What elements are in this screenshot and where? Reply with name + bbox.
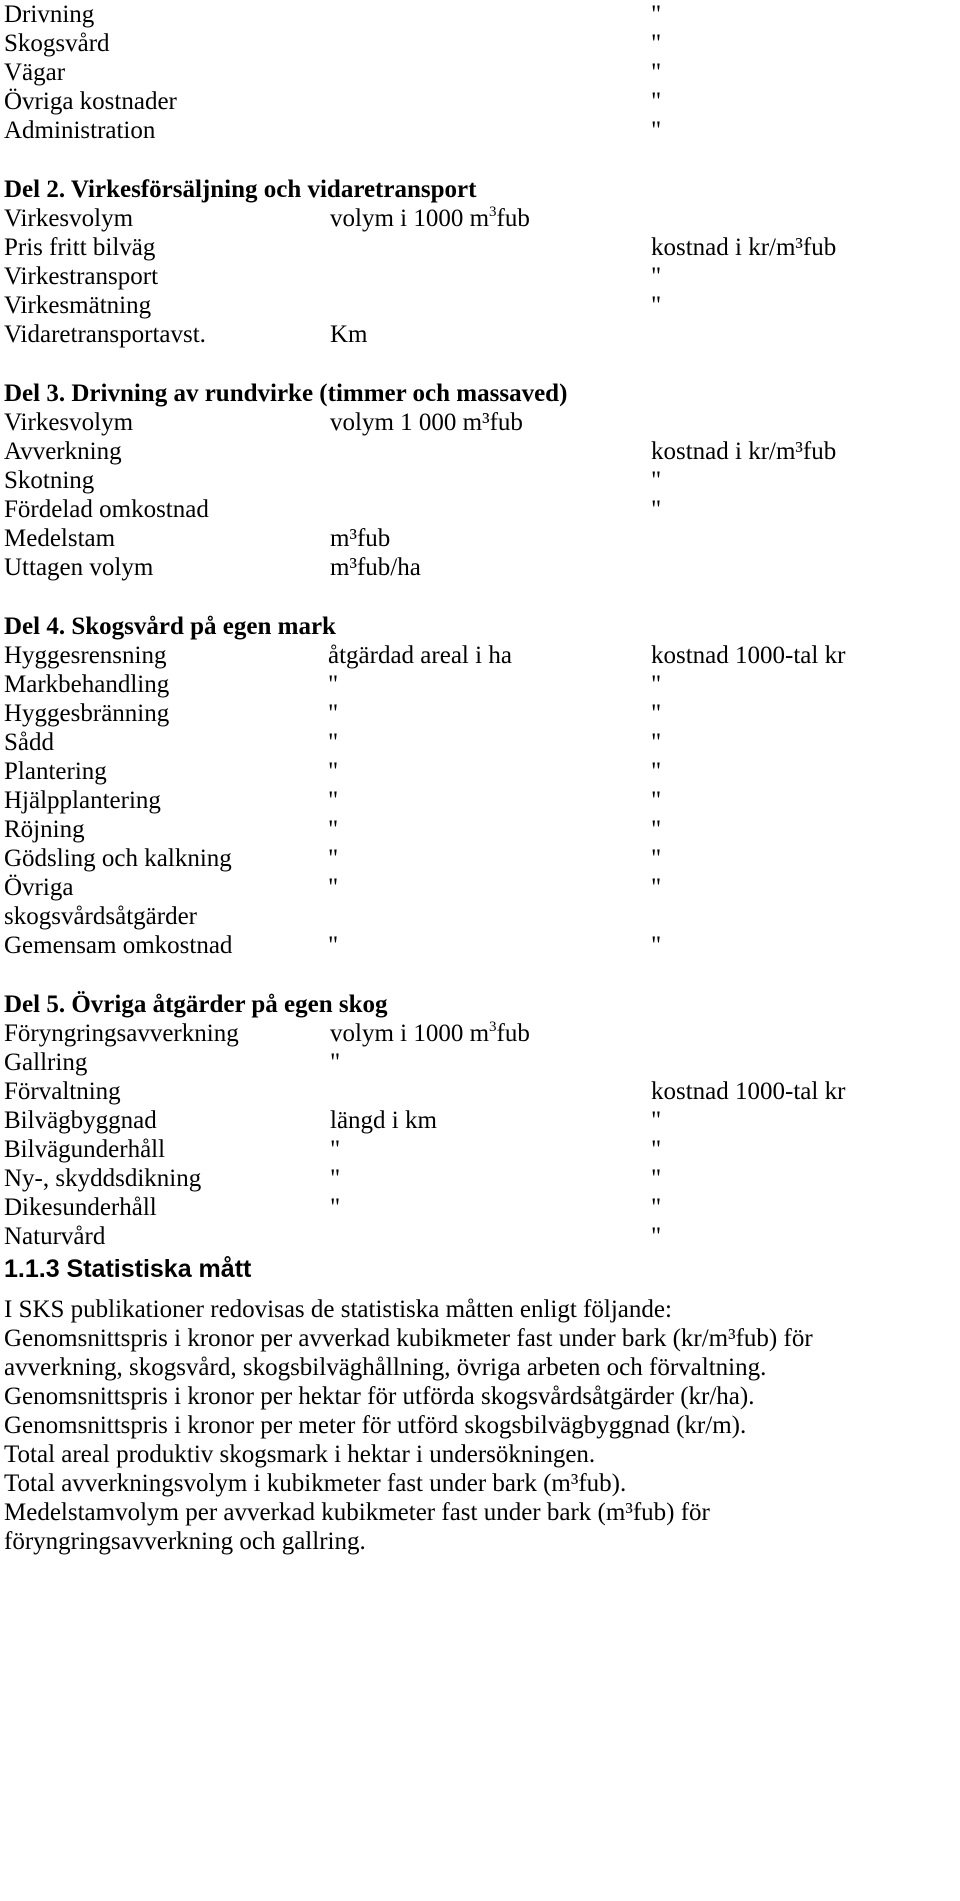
row-unit: kostnad 1000-tal kr: [651, 642, 846, 669]
section-heading: 1.1.3 Statistiska mått: [4, 1255, 252, 1283]
row-label: Hyggesbränning: [4, 700, 170, 727]
row-measure: [330, 1019, 530, 1052]
row-unit: ": [651, 758, 662, 785]
row-unit: ": [651, 700, 662, 727]
row-label: Medelstam: [4, 525, 116, 552]
row-unit: kostnad i kr/m³fub: [651, 234, 837, 261]
row-label: Markbehandling: [4, 671, 170, 698]
row-label: Skotning: [4, 467, 95, 494]
row-unit: ": [651, 496, 662, 523]
row-label: Plantering: [4, 758, 107, 785]
section-heading: Del 2. Virkesförsäljning och vidaretransport: [4, 176, 477, 203]
row-label: Ny-, skyddsdikning: [4, 1165, 202, 1192]
row-unit: kostnad i kr/m³fub: [651, 438, 837, 465]
section-heading: Del 3. Drivning av rundvirke (timmer och massaved): [4, 380, 568, 407]
paragraph-line: I SKS publikationer redovisas de statistiska måtten enligt följande:: [4, 1296, 672, 1323]
row-measure: ": [328, 845, 339, 872]
row-label: skogsvårdsåtgärder: [4, 903, 197, 930]
row-label: Föryngringsavverkning: [4, 1020, 239, 1047]
row-measure: ": [330, 1049, 341, 1076]
row-unit: ": [651, 845, 662, 872]
row-label: Virkesvolym: [4, 409, 134, 436]
row-unit: ": [651, 30, 662, 57]
row-unit: ": [651, 59, 662, 86]
row-label: Vidaretransportavst.: [4, 321, 206, 348]
row-measure: ": [330, 1165, 341, 1192]
row-unit: ": [651, 1223, 662, 1250]
row-measure: ": [330, 1136, 341, 1163]
row-measure: längd i km: [330, 1107, 437, 1134]
row-unit: ": [651, 1194, 662, 1221]
measure-text: volym i 1000 m: [330, 205, 490, 232]
row-label: Virkesmätning: [4, 292, 152, 319]
row-label: Förvaltning: [4, 1078, 121, 1105]
row-measure: m³fub: [330, 525, 391, 552]
row-label: Övriga kostnader: [4, 88, 177, 115]
row-measure: ": [328, 729, 339, 756]
row-label: Avverkning: [4, 438, 122, 465]
row-unit: ": [651, 874, 662, 901]
row-label: Bilvägunderhåll: [4, 1136, 166, 1163]
row-unit: ": [651, 1165, 662, 1192]
row-label: Gallring: [4, 1049, 88, 1076]
row-label: Pris fritt bilväg: [4, 234, 156, 261]
row-unit: ": [651, 1, 662, 28]
row-measure: ": [328, 787, 339, 814]
row-label: Hjälpplantering: [4, 787, 161, 814]
row-label: Uttagen volym: [4, 554, 154, 581]
row-unit: kostnad 1000-tal kr: [651, 1078, 846, 1105]
row-measure: [330, 204, 530, 237]
row-unit: ": [651, 671, 662, 698]
row-unit: ": [651, 88, 662, 115]
row-measure: volym 1 000 m³fub: [330, 409, 523, 436]
row-measure: m³fub/ha: [330, 554, 421, 581]
row-measure: ": [328, 671, 339, 698]
paragraph-line: avverkning, skogsvård, skogsbilväghållning, övriga arbeten och förvaltning.: [4, 1354, 767, 1381]
row-measure: Km: [330, 321, 368, 348]
paragraph-line: Medelstamvolym per avverkad kubikmeter fast under bark (m³fub) för: [4, 1499, 710, 1526]
row-label: Röjning: [4, 816, 85, 843]
row-label: Drivning: [4, 1, 95, 28]
row-label: Hyggesrensning: [4, 642, 167, 669]
row-unit: ": [651, 816, 662, 843]
row-measure: ": [328, 700, 339, 727]
row-label: Dikesunderhåll: [4, 1194, 157, 1221]
row-label: Övriga: [4, 874, 74, 901]
measure-suffix: fub: [496, 205, 530, 232]
section-heading: Del 5. Övriga åtgärder på egen skog: [4, 991, 388, 1018]
row-measure: åtgärdad areal i ha: [328, 642, 512, 669]
row-label: Skogsvård: [4, 30, 110, 57]
section-heading: Del 4. Skogsvård på egen mark: [4, 613, 336, 640]
paragraph-line: Genomsnittspris i kronor per meter för utförd skogsbilvägbyggnad (kr/m).: [4, 1412, 747, 1439]
row-unit: ": [651, 263, 662, 290]
measure-text: volym i 1000 m: [330, 1020, 490, 1047]
row-label: Virkestransport: [4, 263, 159, 290]
row-unit: ": [651, 932, 662, 959]
row-label: Virkesvolym: [4, 205, 134, 232]
row-unit: ": [651, 467, 662, 494]
paragraph-line: Genomsnittspris i kronor per avverkad kubikmeter fast under bark (kr/m³fub) för: [4, 1325, 813, 1352]
row-measure: ": [328, 932, 339, 959]
row-unit: ": [651, 787, 662, 814]
paragraph-line: Total avverkningsvolym i kubikmeter fast under bark (m³fub).: [4, 1470, 627, 1497]
paragraph-line: Genomsnittspris i kronor per hektar för utförda skogsvårdsåtgärder (kr/ha).: [4, 1383, 755, 1410]
row-measure: ": [328, 874, 339, 901]
paragraph-line: Total areal produktiv skogsmark i hektar i undersökningen.: [4, 1441, 596, 1468]
row-unit: ": [651, 1107, 662, 1134]
row-label: Gödsling och kalkning: [4, 845, 232, 872]
row-label: Bilvägbyggnad: [4, 1107, 157, 1134]
row-unit: ": [651, 117, 662, 144]
row-label: Naturvård: [4, 1223, 106, 1250]
paragraph-line: föryngringsavverkning och gallring.: [4, 1528, 366, 1555]
measure-suffix: fub: [496, 1020, 530, 1047]
superscript: 3: [489, 204, 497, 220]
row-label: Sådd: [4, 729, 54, 756]
row-label: Vägar: [4, 59, 66, 86]
superscript: 3: [489, 1019, 497, 1035]
row-unit: ": [651, 292, 662, 319]
row-label: Fördelad omkostnad: [4, 496, 209, 523]
row-unit: ": [651, 729, 662, 756]
row-label: Administration: [4, 117, 156, 144]
row-measure: ": [328, 816, 339, 843]
row-label: Gemensam omkostnad: [4, 932, 233, 959]
row-measure: ": [330, 1194, 341, 1221]
row-measure: ": [328, 758, 339, 785]
row-unit: ": [651, 1136, 662, 1163]
